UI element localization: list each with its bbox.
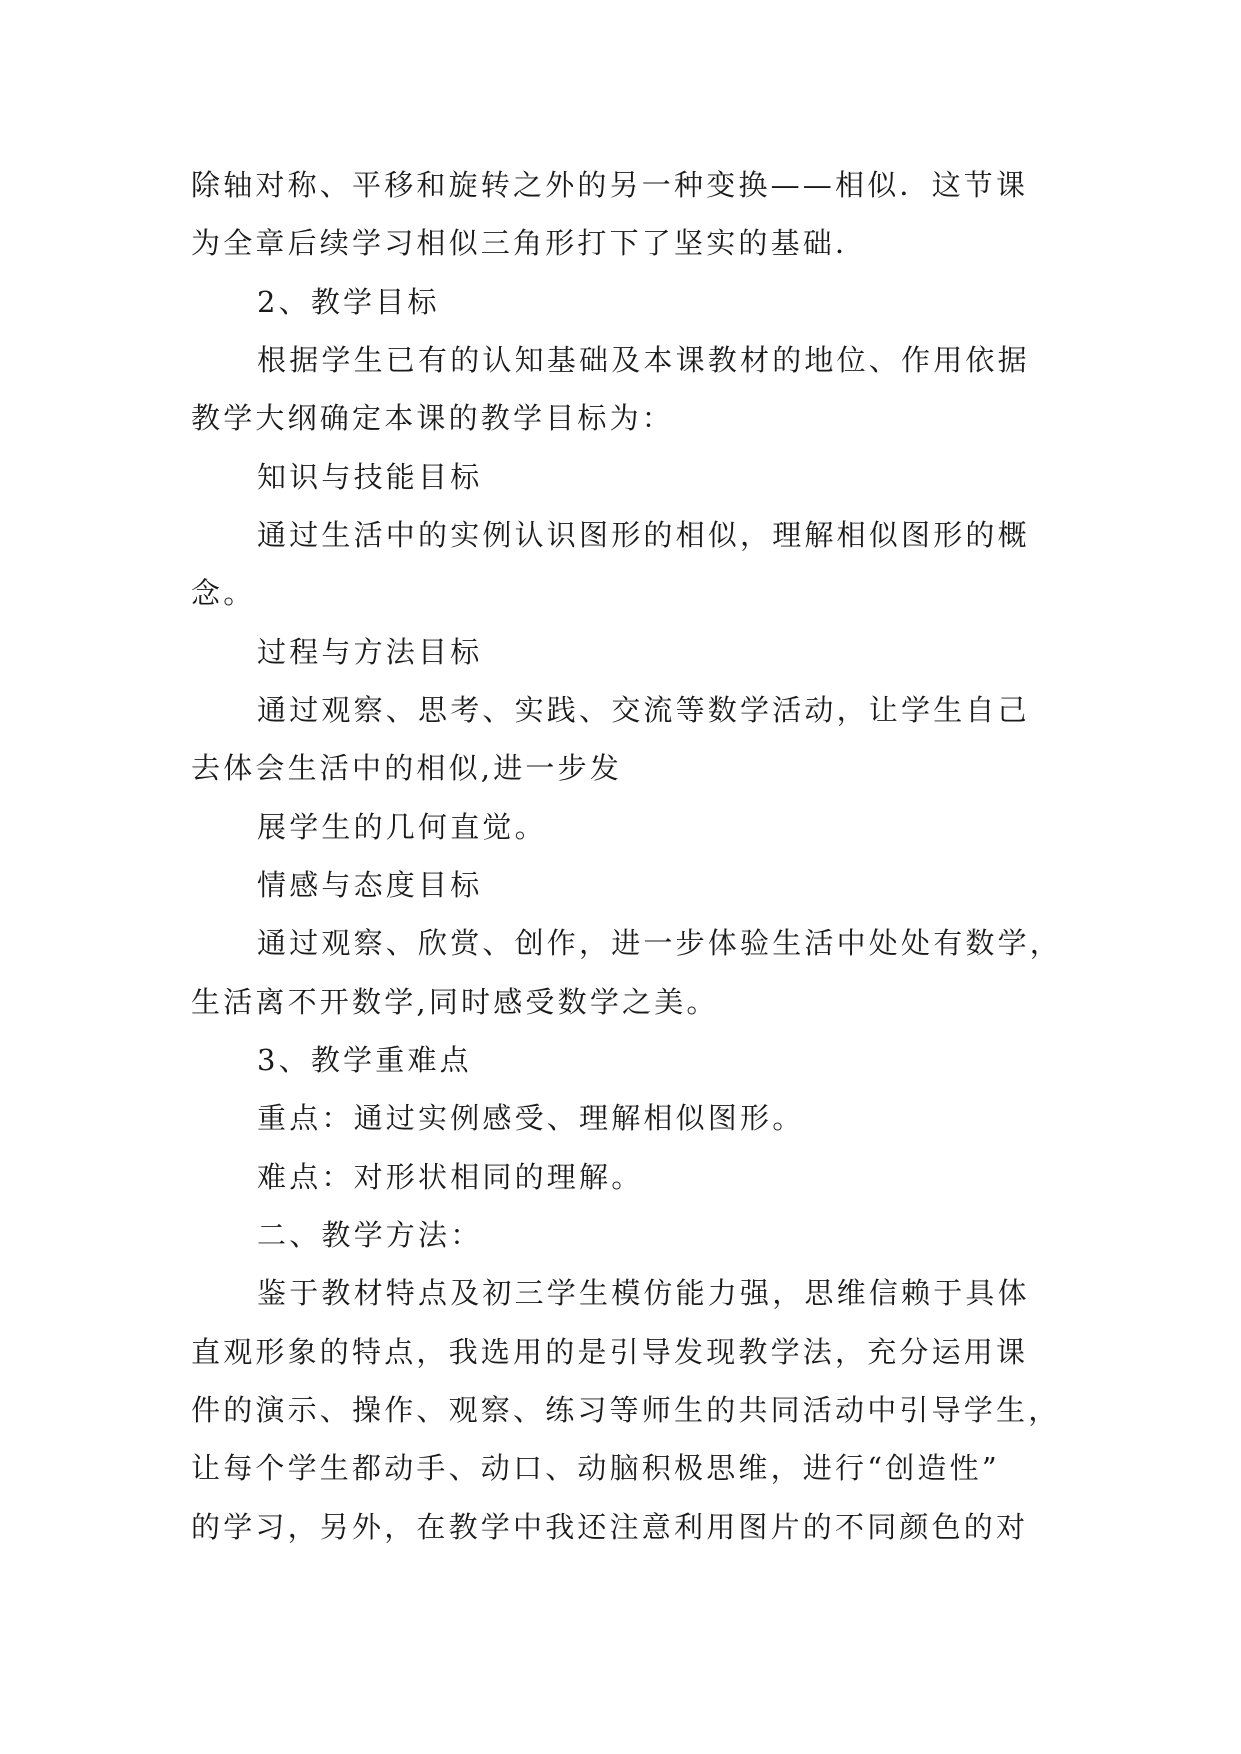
paragraph-line: 念。 (191, 576, 256, 610)
paragraph-line: 件的演示、操作、观察、练习等师生的共同活动中引导学生， (191, 1393, 1061, 1427)
section-heading: 3、教学重难点 (257, 1043, 472, 1077)
paragraph-line: 展学生的几何直觉。 (257, 810, 547, 844)
subsection-heading: 情感与态度目标 (257, 868, 483, 902)
paragraph-line: 通过生活中的实例认识图形的相似，理解相似图形的概 (257, 518, 1030, 552)
paragraph-line: 除轴对称、平移和旋转之外的另一种变换——相似．这节课 (191, 168, 1029, 202)
subsection-heading: 过程与方法目标 (257, 635, 483, 669)
subsection-heading: 知识与技能目标 (257, 460, 483, 494)
paragraph-line: 通过观察、欣赏、创作，进一步体验生活中处处有数学， (257, 926, 1063, 960)
section-heading: 二、教学方法： (257, 1218, 483, 1252)
section-heading: 2、教学目标 (257, 285, 440, 319)
paragraph-line: 的学习，另外，在教学中我还注意利用图片的不同颜色的对 (191, 1510, 1029, 1544)
paragraph-line: 去体会生活中的相似,进一步发 (191, 751, 623, 785)
paragraph-line: 让每个学生都动手、动口、动脑积极思维，进行“创造性” (191, 1451, 1000, 1485)
paragraph-line: 为全章后续学习相似三角形打下了坚实的基础． (191, 226, 868, 260)
paragraph-line: 重点：通过实例感受、理解相似图形。 (257, 1101, 805, 1135)
paragraph-line: 教学大纲确定本课的教学目标为： (191, 401, 675, 435)
paragraph-line: 生活离不开数学,同时感受数学之美。 (191, 985, 719, 1019)
paragraph-line: 根据学生已有的认知基础及本课教材的地位、作用依据 (257, 343, 1030, 377)
paragraph-line: 通过观察、思考、实践、交流等数学活动，让学生自己 (257, 693, 1030, 727)
paragraph-line: 鉴于教材特点及初三学生模仿能力强，思维信赖于具体 (257, 1276, 1030, 1310)
paragraph-line: 直观形象的特点，我选用的是引导发现教学法，充分运用课 (191, 1335, 1029, 1369)
paragraph-line: 难点：对形状相同的理解。 (257, 1160, 644, 1194)
